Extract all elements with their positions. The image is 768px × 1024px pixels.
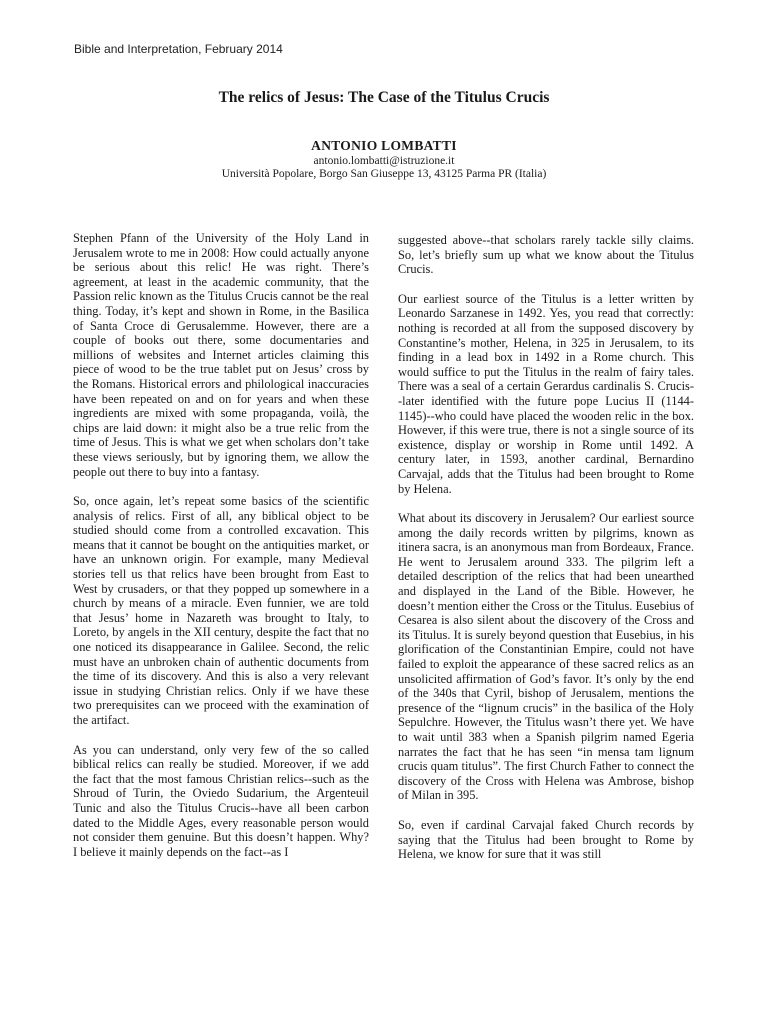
running-head: Bible and Interpretation, February 2014 [74,42,283,56]
paragraph: As you can understand, only very few of the so called biblical relics can really be studied. Moreover, if we add the fact that the most famous Christian relics--such as the Shroud of Turin, the Oviedo Sudarium, the Argenteuil Tunic and also the Titulus Crucis--have all been carbon dated to the Middle Ages, every reasonable person would not consider them genuine. But this doesn’t happen. Why? I believe it mainly depends on the fact--as I [73,742,369,859]
paragraph: What about its discovery in Jerusalem? Our earliest source among the daily records written by pilgrims, known as itinera sacra, is an anonymous man from Bordeaux, France. He went to Jerusalem around 333. The pilgrim left a detailed description of the relics that had been unearthed and displayed in the Land of the Bible. However, he doesn’t mention either the Cross or the Titulus. Eusebius of Cesarea is also silent about the discovery of the Cross and its Titulus. It is surely beyond question that Eusebius, in his glorification of the Constantinian Empire, could not have failed to exploit the appearance of these sacred relics as an unsolicited affirmation of God’s favor. It’s only by the end of the 340s that Cyril, bishop of Jerusalem, mentions the presence of the “lignum crucis” in the basilica of the Holy Sepulchre. However, the Titulus wasn’t there yet. We have to wait until 383 when a Spanish pilgrim named Egeria narrates the fact that he has seen “in mensa tam lignum crucis quam titulus”. The first Church Father to connect the discovery of the Cross with Helena was Ambrose, bishop of Milan in 395. [398,511,694,803]
right-column [398,233,694,877]
paragraph: So, once again, let’s repeat some basics of the scientific analysis of relics. First of all, any biblical object to be studied should come from a controlled excavation. This means that it cannot be bought on the antiquities market, or have an unknown origin. For example, many Medieval stories tell us that relics have been brought from East to West by crusaders, or that they popped up somewhere in a church by means of a miracle. Even funnier, we are told that Jesus’ home in Nazareth was brought to Italy, to Loreto, by angels in the XII century, despite the fact that no one noticed its disappearance in Galilee. Second, the relic must have an unbroken chain of authentic documents from the time of its discovery. And this is also a very relevant issue in studying Christian relics. Only if we have these two prerequisites can we proceed with the examination of the artifact. [73,494,369,727]
left-column [73,231,369,874]
author-email: antonio.lombatti@istruzione.it [313,155,455,167]
author-name: ANTONIO LOMBATTI [311,138,457,153]
paragraph: Our earliest source of the Titulus is a letter written by Leonardo Sarzanese in 1492. Yes, you read that correctly: nothing is recorded at all from the supposed discovery by Constantine’s mother, Helena, in 325 in Jerusalem, to its finding in a lead box in 1492 in a Rome church. This would suffice to put the Titulus in the realm of fairy tales. There was a seal of a certain Gerardus cardinalis S. Crucis--later identified with the future pope Lucius II (1144-1145)--who could have placed the wooden relic in the box. However, if this were true, there is not a single source of its existence, display or worship in Rome until 1492. A century later, in 1593, another cardinal, Bernardino Carvajal, adds that the Titulus had been brought to Rome by Helena. [398,291,694,496]
article-title: The relics of Jesus: The Case of the Titulus Crucis [218,89,550,106]
paragraph: Stephen Pfann of the University of the Holy Land in Jerusalem wrote to me in 2008: How could actually anyone be serious about this relic! He was right. There’s agreement, at least in the academic community, that the Passion relic known as the Titulus Crucis cannot be the real thing. Today, it’s kept and shown in Rome, in the Basilica of Santa Croce di Gerusalemme. However, there are a couple of books out there, some documentaries and millions of websites and Internet articles claiming this piece of wood to be the true tablet put on Jesus’ cross by the Romans. Historical errors and philological inaccuracies have been repeated on and on for years and when these ingredients are mixed with some propaganda, voilà, the chips are laid down: it might also be a true relic from the time of Jesus. This is what we get when scholars don’t take these views seriously, but by ignoring them, we allow the people out there to buy into a fantasy. [73,231,369,479]
paragraph: suggested above--that scholars rarely tackle silly claims. So, let’s briefly sum up what we know about the Titulus Crucis. [398,233,694,277]
paragraph: So, even if cardinal Carvajal faked Church records by saying that the Titulus had been brought to Rome by Helena, we know for sure that it was still [398,817,694,862]
author-affiliation: Università Popolare, Borgo San Giuseppe 13, 43125 Parma PR (Italia) [221,168,547,180]
